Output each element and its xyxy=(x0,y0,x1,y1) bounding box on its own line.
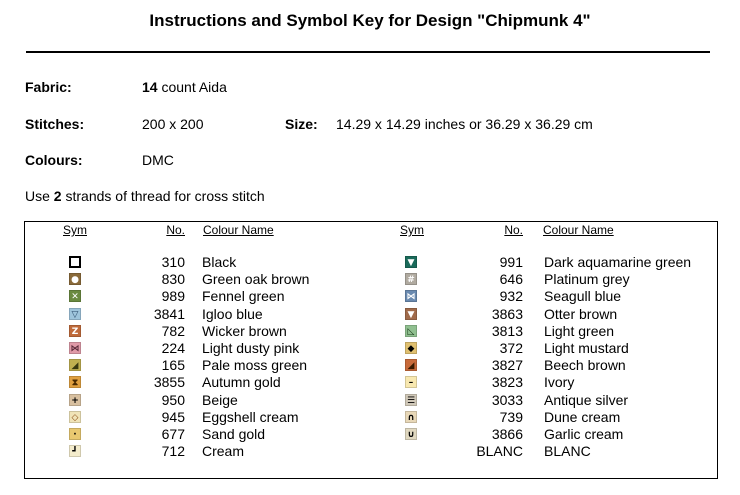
colour-name: BLANC xyxy=(544,443,591,460)
colour-name: Black xyxy=(202,254,237,270)
fabric-type: count Aida xyxy=(157,79,227,95)
colour-name: Light mustard xyxy=(544,340,629,356)
key-row xyxy=(25,374,715,391)
colour-name: Eggshell cream xyxy=(202,408,299,425)
triangle-down-icon: ▼ xyxy=(405,308,417,320)
cup-icon: ∪ xyxy=(405,428,417,440)
colour-name: Garlic cream xyxy=(544,426,624,442)
colour-name: Cream xyxy=(202,443,245,460)
diamond-icon: ◆ xyxy=(405,342,417,354)
colour-name: Ivory xyxy=(544,374,575,391)
diamond-icon: ◇ xyxy=(69,411,81,423)
colour-name: Seagull blue xyxy=(544,288,622,305)
strands-instruction xyxy=(25,188,265,204)
key-row xyxy=(25,443,715,460)
dmc-number: 3841 xyxy=(153,305,185,322)
key-row xyxy=(25,409,715,426)
dmc-number: 950 xyxy=(161,391,185,408)
colour-name: Igloo blue xyxy=(202,305,263,322)
key-row xyxy=(25,392,715,409)
colour-name: Dune cream xyxy=(544,408,621,425)
colour-name: Sand gold xyxy=(202,426,266,442)
plus-icon: + xyxy=(69,394,81,406)
dmc-number: 3866 xyxy=(491,426,523,442)
blank-icon xyxy=(405,445,417,457)
key-row xyxy=(25,340,715,357)
colours-label: Colours: xyxy=(25,152,83,168)
hash-icon: # xyxy=(405,273,417,285)
header-name-right: Colour Name xyxy=(543,223,614,237)
dash-icon: – xyxy=(405,376,417,388)
dmc-number: 3855 xyxy=(153,374,185,391)
dmc-number: 830 xyxy=(161,271,185,288)
key-row xyxy=(25,357,715,374)
lines-icon: ☰ xyxy=(406,395,416,406)
dmc-number: 989 xyxy=(161,288,185,305)
hourglass-icon: ⧗ xyxy=(69,376,81,388)
circle-icon: ● xyxy=(69,273,81,285)
colour-name: Fennel green xyxy=(202,288,285,305)
dmc-number: 991 xyxy=(499,254,523,270)
z-letter-icon: Z xyxy=(69,325,81,337)
header-sym-left: Sym xyxy=(63,223,87,237)
fabric-value xyxy=(142,79,227,95)
fabric-label: Fabric: xyxy=(25,79,72,95)
stitches-label: Stitches: xyxy=(25,116,85,132)
colour-name: Dark aquamarine green xyxy=(544,254,692,270)
dmc-number: 310 xyxy=(161,254,185,270)
strands-count: 2 xyxy=(53,188,62,204)
colour-name: Autumn gold xyxy=(202,374,281,391)
dmc-number: 372 xyxy=(499,340,523,356)
strands-post: strands of thread for cross stitch xyxy=(61,188,265,204)
stitches-value: 200 x 200 xyxy=(142,116,204,132)
colour-name: Light dusty pink xyxy=(202,340,300,356)
key-row xyxy=(25,426,715,443)
colour-name: Green oak brown xyxy=(202,271,310,288)
dmc-number: 646 xyxy=(499,271,523,288)
colour-name: Antique silver xyxy=(544,391,629,408)
title-divider xyxy=(26,51,710,53)
key-row xyxy=(25,306,715,323)
colour-name: Pale moss green xyxy=(202,357,308,374)
dmc-number: 224 xyxy=(161,340,185,356)
triangle-down-icon: ▽ xyxy=(69,308,81,320)
bowtie-icon: ⋈ xyxy=(406,292,416,303)
colour-name: Otter brown xyxy=(544,305,618,322)
symbol-key-table xyxy=(24,221,718,479)
colour-name: Wicker brown xyxy=(202,322,287,339)
header-no-right: No. xyxy=(504,223,523,237)
key-row xyxy=(25,254,715,271)
dmc-number: 945 xyxy=(161,408,185,425)
cross-icon: ✕ xyxy=(69,290,81,302)
size-value: 14.29 x 14.29 inches or 36.29 x 36.29 cm xyxy=(336,116,593,132)
dmc-number: 932 xyxy=(499,288,523,305)
key-row xyxy=(25,323,715,340)
strands-pre: Use xyxy=(25,188,54,204)
header-no-left: No. xyxy=(166,223,185,237)
colour-name: Beige xyxy=(202,391,238,408)
dmc-number: 3033 xyxy=(491,391,523,408)
dmc-number: 3827 xyxy=(491,357,523,374)
key-row xyxy=(25,288,715,305)
arch-icon: ∩ xyxy=(405,411,417,423)
dmc-number: 3863 xyxy=(491,305,523,322)
key-row xyxy=(25,271,715,288)
header-name-left: Colour Name xyxy=(203,223,274,237)
dmc-number: 3823 xyxy=(491,374,523,391)
dot-icon: · xyxy=(69,428,81,440)
dmc-number: BLANC xyxy=(476,443,523,460)
colour-name: Beech brown xyxy=(544,357,626,374)
colours-value: DMC xyxy=(142,152,174,168)
dmc-number: 782 xyxy=(161,322,185,339)
colour-name: Light green xyxy=(544,322,615,339)
fabric-count: 14 xyxy=(142,79,158,95)
corner-triangle-icon: ◢ xyxy=(69,359,81,371)
corner-bracket-icon: ┛ xyxy=(69,445,81,457)
dmc-number: 165 xyxy=(161,357,185,374)
size-label: Size: xyxy=(285,116,318,132)
header-sym-right: Sym xyxy=(400,223,424,237)
corner-triangle-icon: ◢ xyxy=(405,359,417,371)
dmc-number: 3813 xyxy=(491,322,523,339)
dmc-number: 739 xyxy=(499,408,523,425)
colour-name: Platinum grey xyxy=(544,271,630,288)
dmc-number: 677 xyxy=(161,426,185,442)
bowtie-icon: ⋈ xyxy=(70,344,80,354)
dmc-number: 712 xyxy=(161,443,185,460)
heart-triangle-icon: ▼ xyxy=(405,256,417,268)
page-title: Instructions and Symbol Key for Design "Chipmunk 4" xyxy=(149,11,591,30)
corner-angle-icon: ◺ xyxy=(405,325,417,337)
